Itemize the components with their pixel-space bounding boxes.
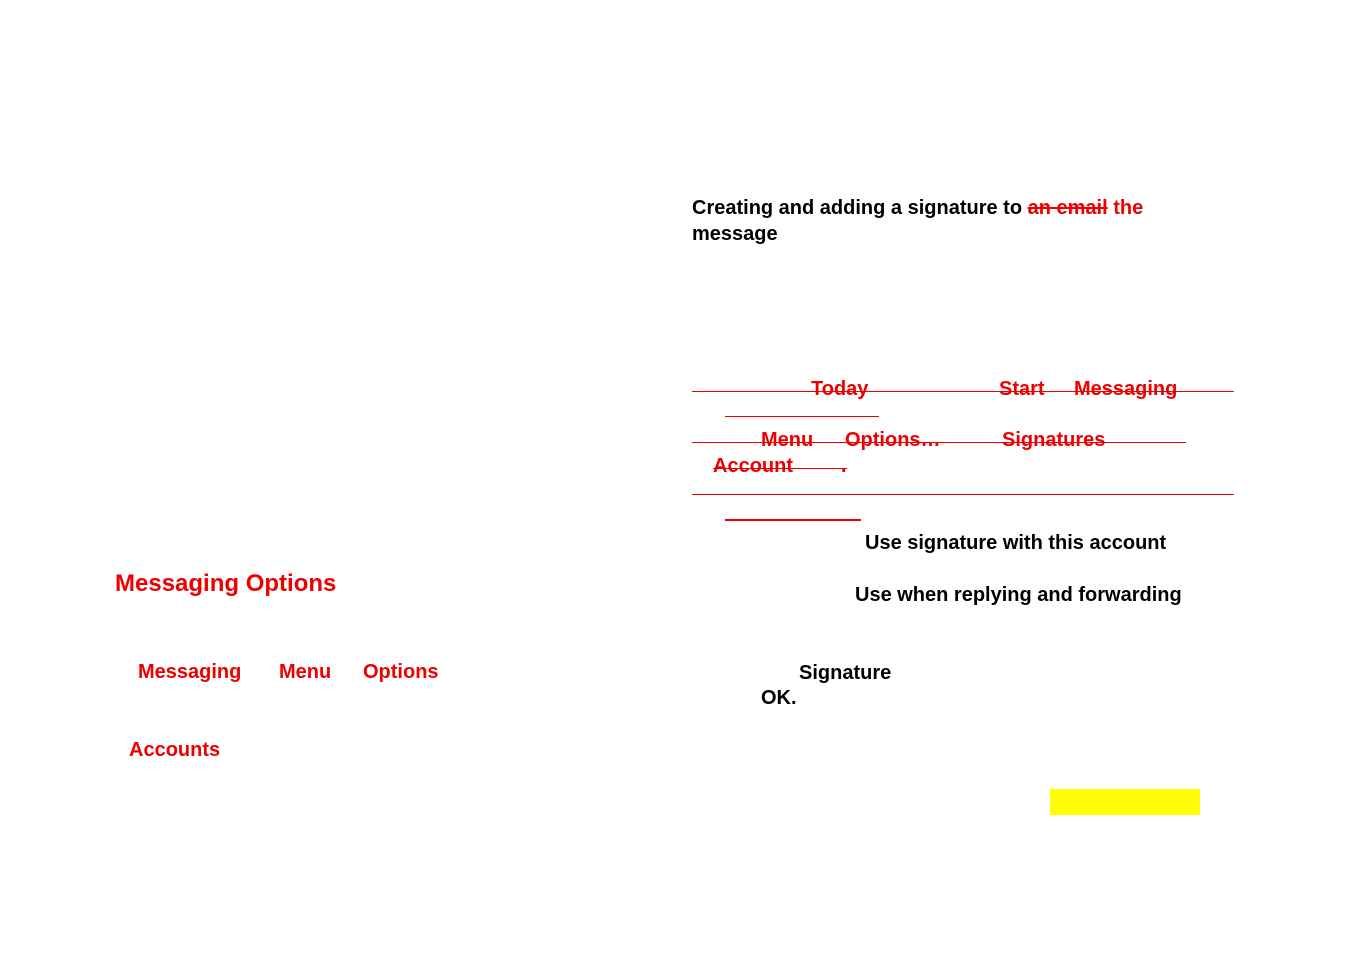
step-today: Today: [811, 378, 869, 400]
yellow-highlight-mark: [1050, 789, 1200, 815]
step-start: Start: [999, 378, 1045, 400]
use-replying-option: Use when replying and forwarding: [855, 584, 1182, 606]
ok-label: OK.: [761, 687, 797, 709]
step-account: Account: [713, 455, 793, 477]
section-title-line2: message: [692, 223, 778, 245]
strike-line-step3: [692, 494, 1234, 495]
path-options: Options: [363, 661, 439, 683]
step-options: Options…: [845, 429, 941, 451]
use-signature-option: Use signature with this account: [865, 532, 1167, 554]
section-title: [692, 195, 1143, 221]
underline-step3: [725, 519, 861, 521]
accounts-label: Accounts: [129, 739, 221, 761]
strike-line-step1b: [725, 416, 879, 417]
step-signatures: Signatures: [1002, 429, 1106, 451]
step-messaging: Messaging: [1074, 378, 1178, 400]
step-period: .: [841, 455, 847, 477]
messaging-options-heading: Messaging Options: [115, 570, 337, 597]
signature-label: Signature: [799, 662, 892, 684]
step-menu: Menu: [761, 429, 814, 451]
path-menu: Menu: [279, 661, 332, 683]
title-prefix: Creating and adding a signature to: [692, 197, 1028, 219]
title-struck-text: an email: [1027, 197, 1108, 219]
path-messaging: Messaging: [138, 661, 242, 683]
title-inserted-text: the: [1107, 197, 1144, 219]
